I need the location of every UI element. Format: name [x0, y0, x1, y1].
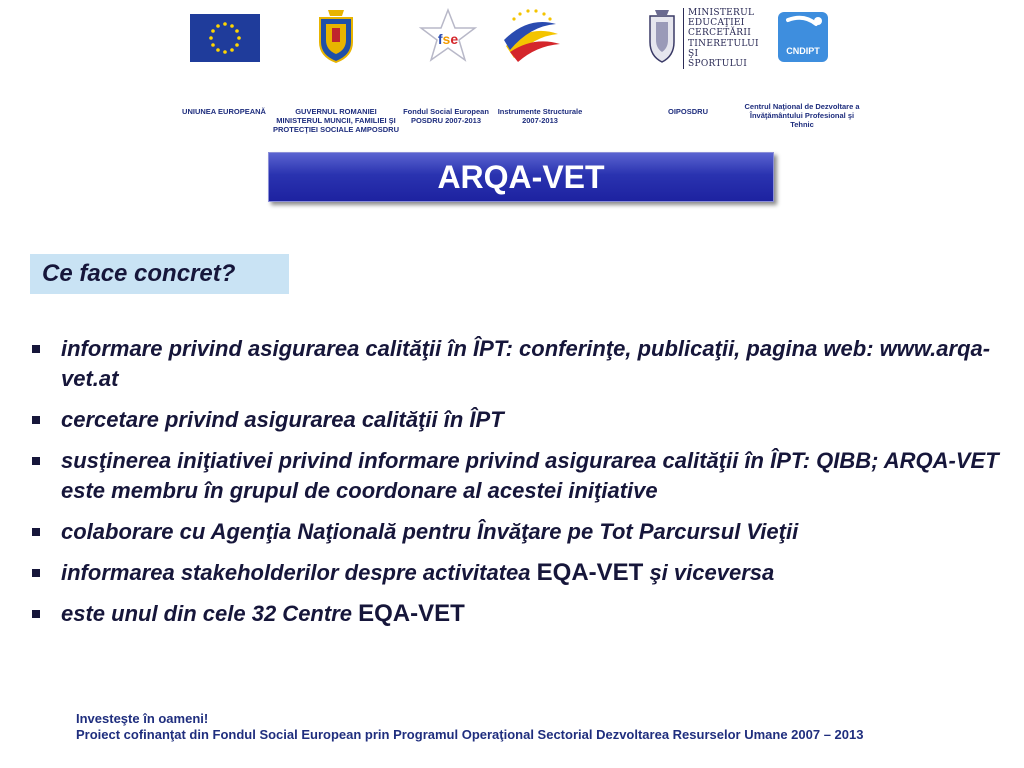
page-title: ARQA-VET	[268, 152, 774, 202]
instrumente-structurale-logo	[500, 6, 564, 66]
ministry-name-text: MINISTERUL EDUCAŢIEI CERCETĂRII TINERETULUI ŞI SPORTULUI	[683, 8, 759, 69]
gov-caption: GUVERNUL ROMANIEI MINISTERUL MUNCII, FAMILIEI ŞI PROTECŢIEI SOCIALE AMPOSDRU	[273, 107, 399, 134]
ministry-logo	[645, 8, 759, 70]
list-item: informarea stakeholderilor despre activitatea EQA-VET şi viceversa	[30, 558, 1000, 588]
eu-caption: UNIUNEA EUROPEANĂ	[182, 107, 266, 116]
footer-slogan: Investeşte în oameni!	[76, 711, 209, 726]
cndipt-caption: Centrul Naţional de Dezvoltare a Învăţământului Profesional şi Tehnic	[744, 102, 860, 129]
list-item: este unul din cele 32 Centre EQA-VET	[30, 599, 1000, 629]
cndipt-logo	[778, 12, 828, 62]
fse-star-logo	[418, 8, 478, 66]
eqa-vet-emphasis: EQA-VET	[358, 600, 465, 627]
list-item: colaborare cu Agenţia Naţională pentru Învăţare pe Tot Parcursul Vieţii	[30, 517, 1000, 547]
list-item: susţinerea iniţiativei privind informare privind asigurarea calităţii în ÎPT: QIBB; ARQA-VET este membru în grupul de coordonare al acestei iniţiative	[30, 446, 1000, 506]
fse-caption: Fondul Social European POSDRU 2007-2013	[403, 107, 489, 125]
ministry-crest-icon	[645, 8, 679, 64]
list-item: informare privind asigurarea calităţii în ÎPT: conferinţe, publicaţii, pagina web: www.arqa-vet.at	[30, 334, 1000, 394]
instr-caption: Instrumente Structurale 2007-2013	[497, 107, 583, 125]
list-item: cercetare privind asigurarea calităţii în ÎPT	[30, 405, 1000, 435]
oiposdru-caption: OIPOSDRU	[667, 107, 708, 116]
cndipt-text: CNDIPT	[786, 46, 820, 56]
cndipt-mark-icon	[778, 12, 828, 48]
bullet-list	[30, 334, 1000, 640]
svg-text:fse: fse	[437, 31, 459, 47]
footer-cofinance-text: Proiect cofinanţat din Fondul Social European prin Programul Operaţional Sectorial Dezvoltarea Resurselor Umane 2007 – 2013	[76, 727, 864, 742]
eu-flag-logo	[190, 14, 260, 62]
romania-coat-of-arms-logo	[314, 8, 358, 64]
eqa-vet-emphasis: EQA-VET	[536, 559, 644, 586]
section-subtitle: Ce face concret?	[30, 254, 289, 294]
footer	[76, 711, 863, 743]
eu-stars-icon	[190, 14, 260, 62]
